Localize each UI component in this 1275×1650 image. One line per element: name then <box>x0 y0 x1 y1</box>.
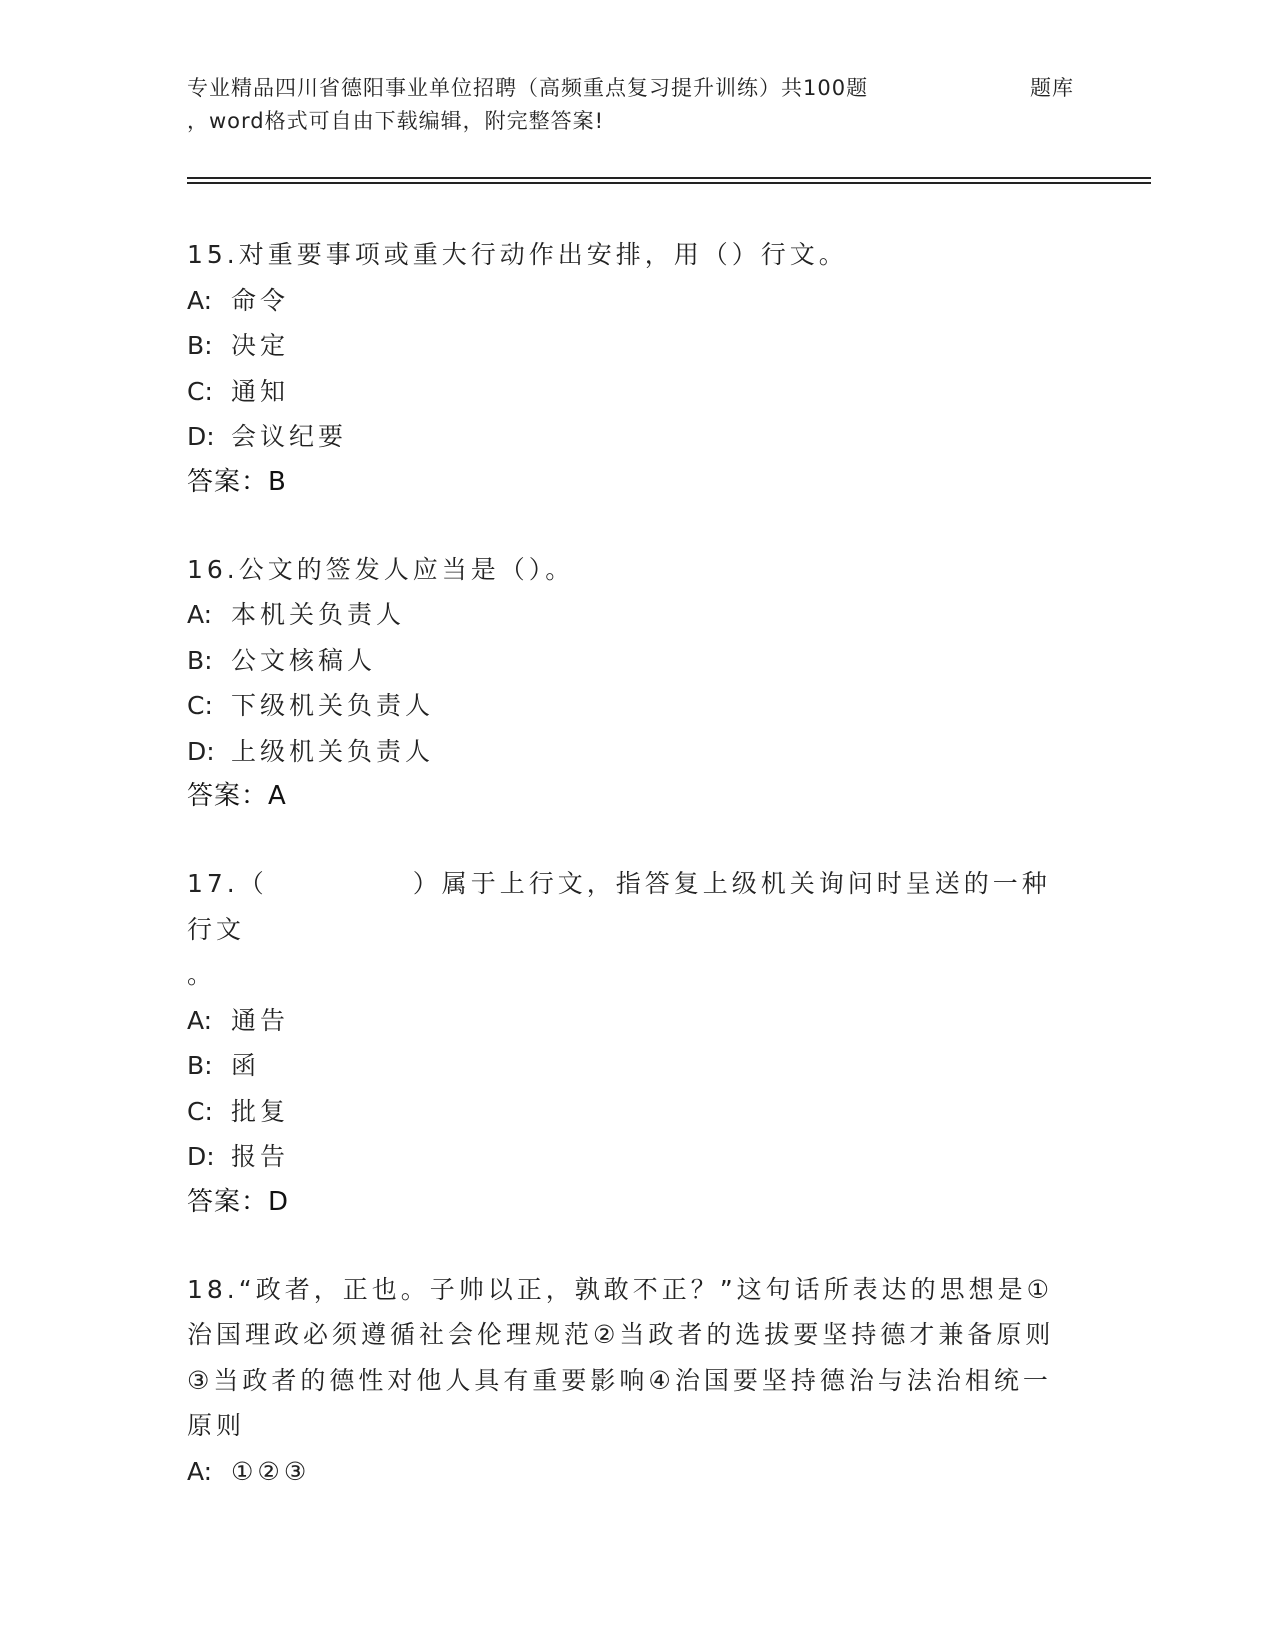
option-label: C: <box>187 376 213 406</box>
option-a <box>187 592 1067 638</box>
option-label: A: <box>187 600 213 629</box>
option-text: ①②③ <box>231 1456 311 1486</box>
option-a <box>187 278 1067 324</box>
question-list <box>187 232 1067 1536</box>
option-label: C: <box>187 1096 213 1126</box>
option-d <box>187 414 1067 460</box>
answer: 答案：A <box>187 781 287 811</box>
option-label: B: <box>187 645 213 675</box>
option-label: D: <box>187 422 215 451</box>
option-text: 公文核稿人 <box>231 645 377 675</box>
question-17 <box>187 861 1067 1225</box>
option-d <box>187 1134 1067 1180</box>
answer: 答案：D <box>187 1186 290 1217</box>
header-title-line1: 专业精品四川省德阳事业单位招聘（高频重点复习提升训练）共100题 <box>187 76 869 100</box>
option-b <box>187 1043 1067 1089</box>
option-text: 通告 <box>231 1005 290 1035</box>
option-text: 会议纪要 <box>231 422 348 451</box>
option-d <box>187 729 1067 775</box>
option-label: B: <box>187 331 213 360</box>
option-label: A: <box>187 285 213 315</box>
header-divider-top <box>187 177 1151 179</box>
question-stem: 16.公文的签发人应当是（）。 <box>187 554 575 584</box>
option-text: 命令 <box>231 285 290 315</box>
option-text: 下级机关负责人 <box>231 691 435 720</box>
option-label: D: <box>187 1142 215 1171</box>
option-b <box>187 638 1067 684</box>
option-text: 报告 <box>231 1142 290 1171</box>
option-text: 函 <box>231 1051 261 1080</box>
option-label: D: <box>187 736 215 766</box>
option-label: A: <box>187 1005 213 1035</box>
header-divider-bottom <box>187 182 1151 184</box>
option-label: A: <box>187 1456 213 1486</box>
option-a <box>187 998 1067 1044</box>
option-c <box>187 1089 1067 1135</box>
option-c <box>187 369 1067 415</box>
option-text: 决定 <box>231 331 290 360</box>
question-stem: 18.“政者，正也。子帅以正，孰敢不正？”这句话所表达的思想是① 治国理政必须遵循社会伦理规范②当政者的选拔要坚持德才兼备原则 ③当政者的德性对他人具有重要影响④治国要坚持德治与法治相统一 原则 <box>187 1274 1055 1440</box>
option-c <box>187 683 1067 729</box>
question-15 <box>187 232 1067 505</box>
header-title-line2: ，word格式可自由下载编辑，附完整答案! <box>187 109 605 133</box>
question-stem: 15.对重要事项或重大行动作出安排，用（）行文。 <box>187 240 848 269</box>
option-text: 通知 <box>231 376 290 406</box>
question-stem: 17.（ ）属于上行文，指答复上级机关询问时呈送的一种行文 。 <box>187 869 1051 989</box>
page-header <box>187 72 1087 138</box>
option-label: C: <box>187 691 213 720</box>
question-16 <box>187 547 1067 820</box>
option-text: 上级机关负责人 <box>231 736 435 766</box>
option-a <box>187 1449 1067 1495</box>
answer: 答案：B <box>187 466 287 497</box>
option-b <box>187 323 1067 369</box>
option-label: B: <box>187 1051 213 1080</box>
option-text: 批复 <box>231 1096 290 1126</box>
option-text: 本机关负责人 <box>231 600 406 629</box>
header-tag: 题库 <box>1030 76 1074 100</box>
question-18 <box>187 1267 1067 1495</box>
